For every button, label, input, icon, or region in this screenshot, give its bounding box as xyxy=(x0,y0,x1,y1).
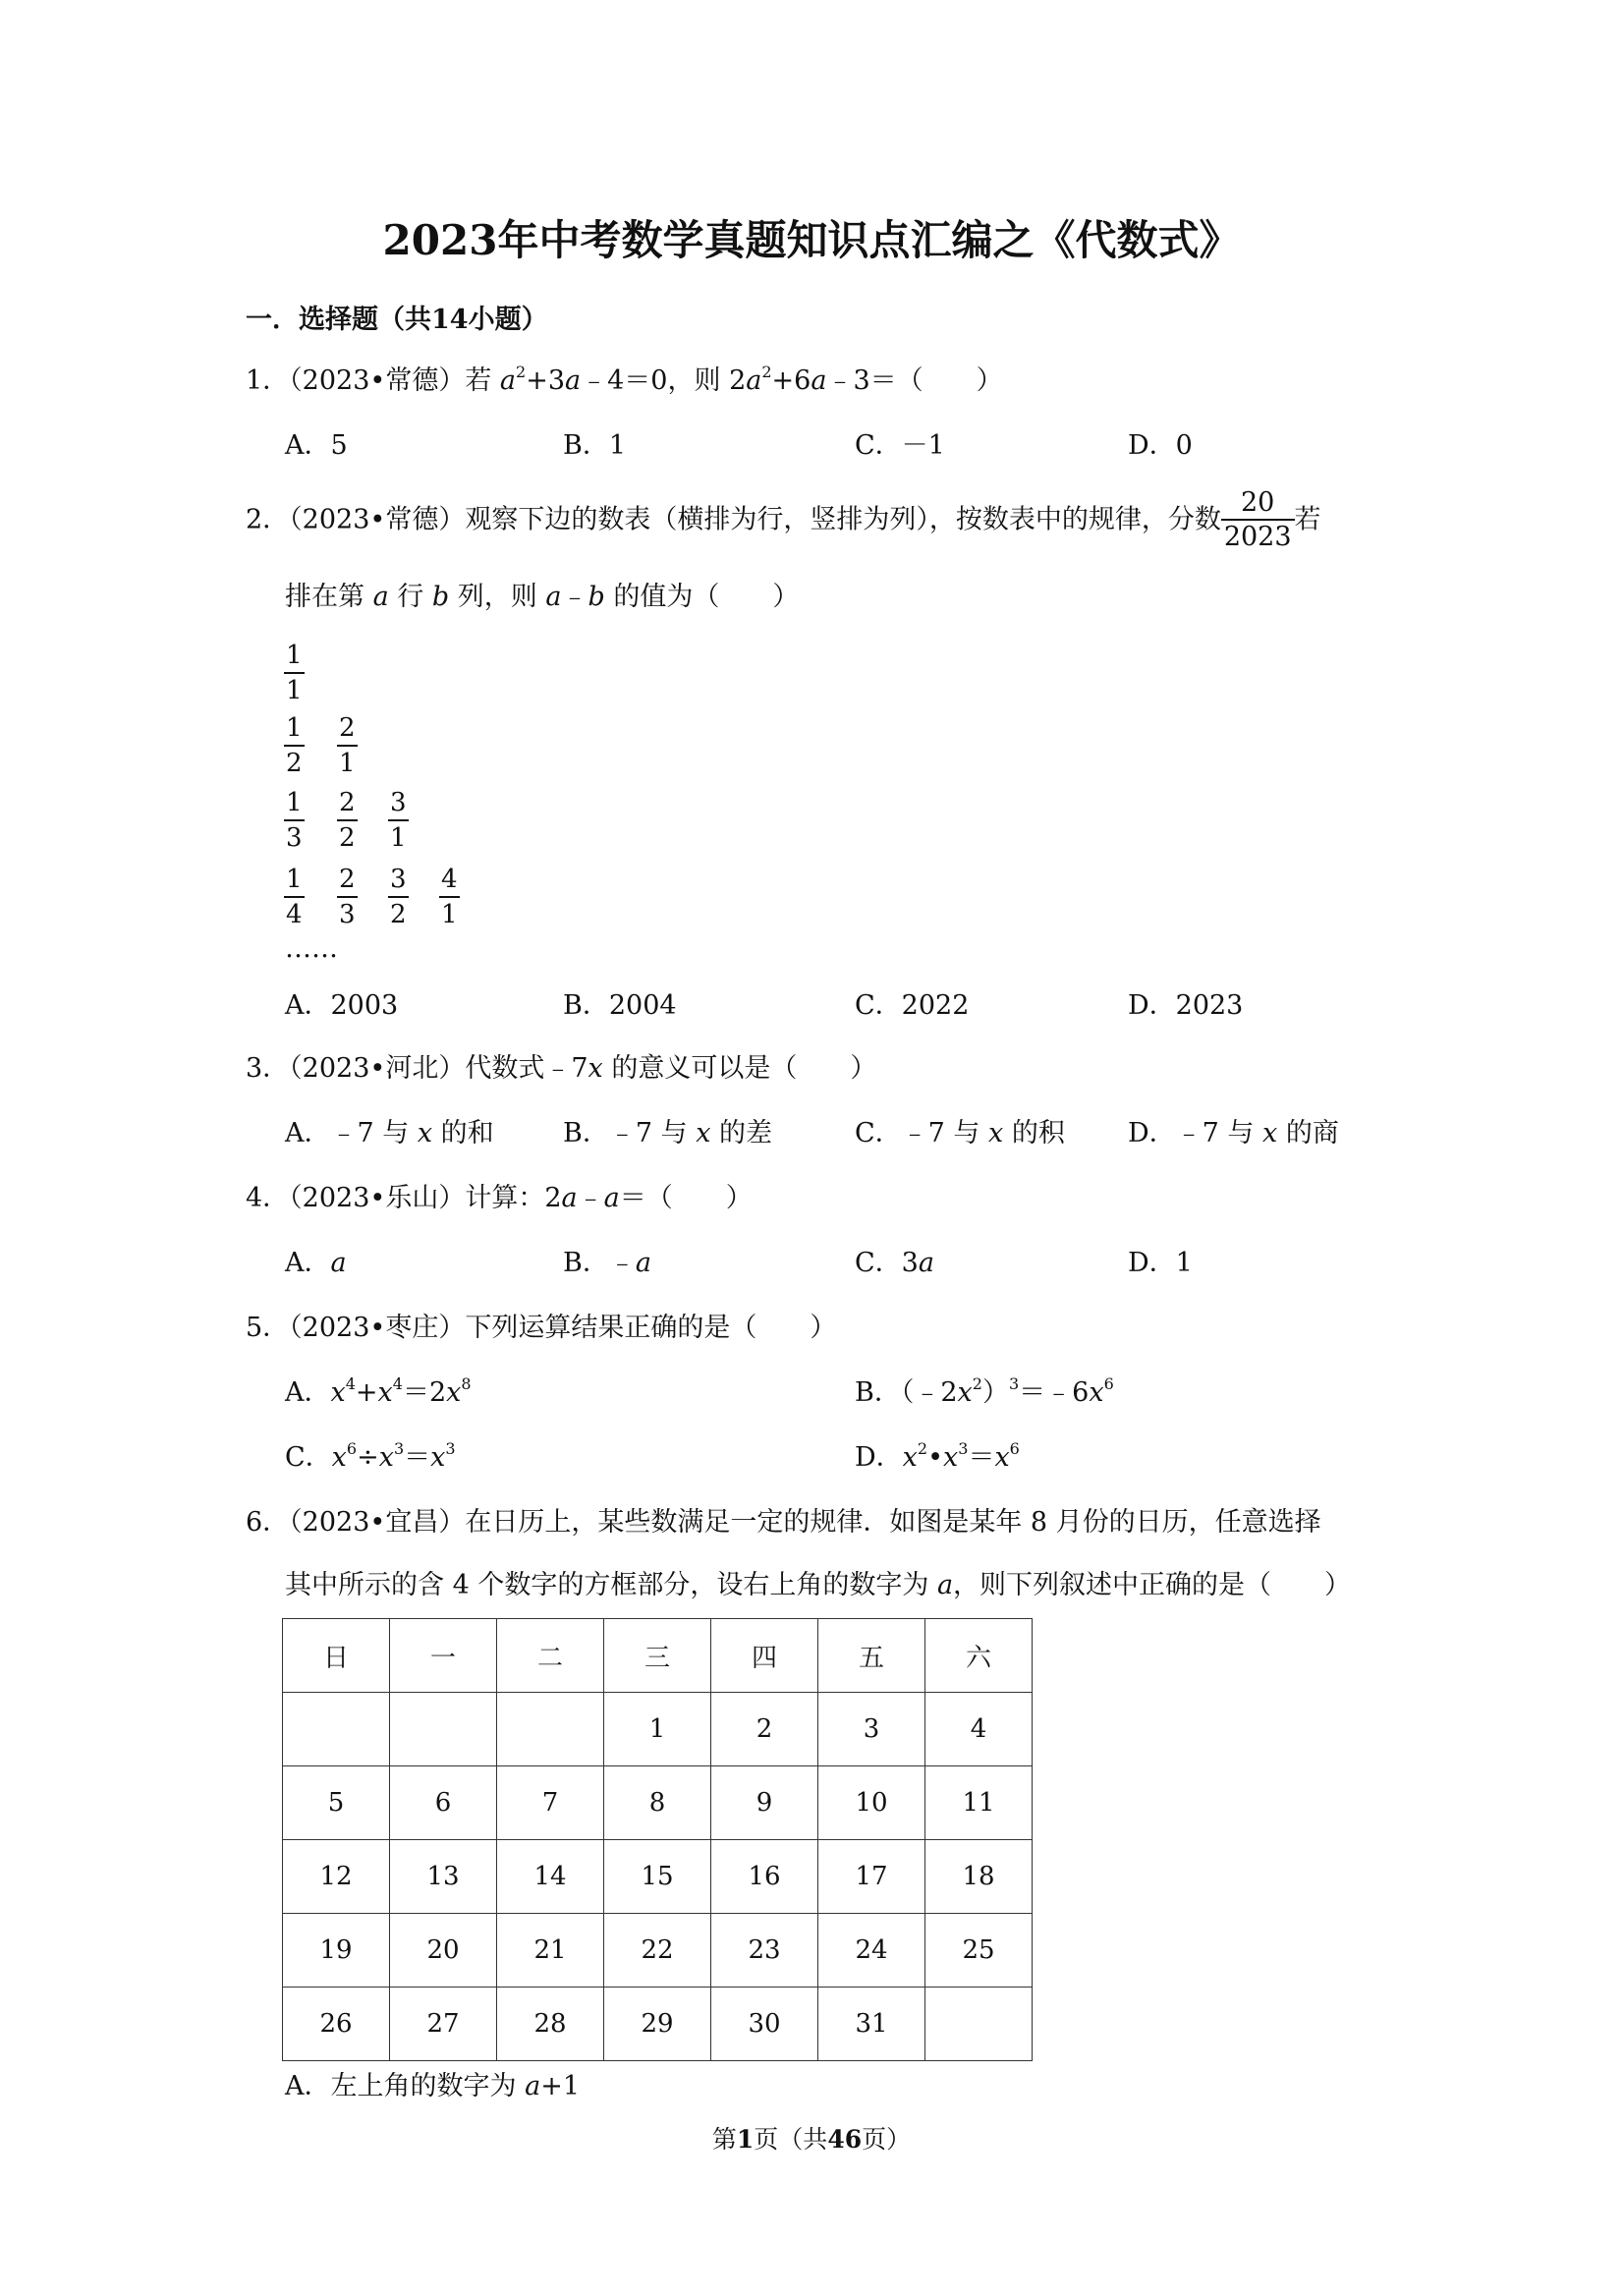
question-2-line-2: 排在第 a 行 b 列，则 a﹣b 的值为（ ） xyxy=(285,582,800,612)
calendar-header-row xyxy=(283,1619,1033,1693)
calendar-cell: 18 xyxy=(925,1840,1033,1914)
q2-option-c: C．2022 xyxy=(855,990,970,1021)
q5-option-b: B．$(﹣2x^2)^3=﹣6x^6$ xyxy=(855,1374,1114,1408)
calendar-header-cell: 四 xyxy=(711,1619,818,1693)
q4-option-d: D．1 xyxy=(1128,1248,1193,1278)
question-3: 3．（2023•河北）代数式﹣7x 的意义可以是（ ） xyxy=(246,1053,877,1084)
calendar-row xyxy=(283,1766,1033,1840)
calendar-cell: 3 xyxy=(818,1693,925,1766)
calendar-cell: 26 xyxy=(283,1988,390,2061)
question-1: 1．（2023•常德）若 $a^2+3a﹣4=0$，则 $2a^2+6a﹣3=$（ ） xyxy=(246,363,1003,396)
calendar-cell: 5 xyxy=(283,1766,390,1840)
calendar-cell xyxy=(925,1988,1033,2061)
question-5: 5．（2023•枣庄）下列运算结果正确的是（ ） xyxy=(246,1313,837,1343)
calendar-cell: 16 xyxy=(711,1840,818,1914)
calendar-cell: 14 xyxy=(497,1840,604,1914)
q5-option-a: A．$x^4+x^4=2x^8$ xyxy=(285,1374,472,1408)
section-heading: 一．选择题（共14小题） xyxy=(246,305,548,335)
calendar-row xyxy=(283,1988,1033,2061)
calendar-row xyxy=(283,1840,1033,1914)
q3-option-a: A．﹣7 与 x 的和 xyxy=(285,1118,494,1148)
q4-option-a: A．a xyxy=(285,1248,347,1278)
calendar-cell: 22 xyxy=(604,1914,711,1988)
q1-option-b: B．1 xyxy=(563,430,627,461)
table-fraction: 1 3 xyxy=(286,788,303,853)
page-title: 2023年中考数学真题知识点汇编之《代数式》 xyxy=(382,216,1241,264)
calendar-cell xyxy=(497,1693,604,1766)
q5-option-d: D．$x^2•x^3=x^6$ xyxy=(855,1439,1020,1473)
calendar-cell: 7 xyxy=(497,1766,604,1840)
q2-fraction: $\frac{20}{2023}$ xyxy=(1221,489,1295,550)
calendar-header-cell: 一 xyxy=(390,1619,497,1693)
calendar-cell: 31 xyxy=(818,1988,925,2061)
calendar-header-cell: 五 xyxy=(818,1619,925,1693)
q2-option-d: D．2023 xyxy=(1128,990,1244,1021)
table-fraction: 3 2 xyxy=(390,865,407,929)
calendar-row xyxy=(283,1693,1033,1766)
table-ellipsis: …… xyxy=(285,933,338,964)
q6-option-a: A．左上角的数字为 a+1 xyxy=(285,2071,581,2101)
calendar-header-cell: 日 xyxy=(283,1619,390,1693)
calendar-cell: 25 xyxy=(925,1914,1033,1988)
calendar-cell: 30 xyxy=(711,1988,818,2061)
q3-option-c: C．﹣7 与 x 的积 xyxy=(855,1118,1065,1148)
calendar-cell: 28 xyxy=(497,1988,604,2061)
q4-option-c: C．3a xyxy=(855,1248,934,1278)
page-footer: 第1页（共46页） xyxy=(711,2125,912,2154)
q4-option-b: B．﹣a xyxy=(563,1248,651,1278)
calendar-cell: 15 xyxy=(604,1840,711,1914)
calendar-cell xyxy=(283,1693,390,1766)
calendar-cell: 6 xyxy=(390,1766,497,1840)
question-6-line-1: 6．（2023•宜昌）在日历上，某些数满足一定的规律．如图是某年 8 月份的日历，任意选择 xyxy=(246,1507,1321,1538)
table-fraction: 2 3 xyxy=(339,865,356,929)
calendar-header-cell: 二 xyxy=(497,1619,604,1693)
calendar-cell xyxy=(390,1693,497,1766)
calendar-header-cell: 三 xyxy=(604,1619,711,1693)
calendar-cell: 9 xyxy=(711,1766,818,1840)
calendar-row xyxy=(283,1914,1033,1988)
calendar-cell: 10 xyxy=(818,1766,925,1840)
q3-option-d: D．﹣7 与 x 的商 xyxy=(1128,1118,1339,1148)
question-6-line-2: 其中所示的含 4 个数字的方框部分，设右上角的数字为 a，则下列叙述中正确的是（ ） xyxy=(285,1570,1352,1600)
calendar-cell: 21 xyxy=(497,1914,604,1988)
calendar-cell: 12 xyxy=(283,1840,390,1914)
calendar-cell: 17 xyxy=(818,1840,925,1914)
calendar-cell: 2 xyxy=(711,1693,818,1766)
table-fraction: 3 1 xyxy=(390,788,407,853)
calendar-cell: 27 xyxy=(390,1988,497,2061)
q2-option-a: A．2003 xyxy=(285,990,399,1021)
q2-option-b: B．2004 xyxy=(563,990,677,1021)
table-fraction: 2 1 xyxy=(339,713,356,778)
calendar-cell: 20 xyxy=(390,1914,497,1988)
table-fraction: 1 2 xyxy=(286,713,303,778)
calendar-header-cell: 六 xyxy=(925,1619,1033,1693)
table-fraction: 1 4 xyxy=(286,865,303,929)
calendar-cell: 23 xyxy=(711,1914,818,1988)
question-4: 4．（2023•乐山）计算：2a﹣a＝（ ） xyxy=(246,1183,753,1213)
question-2-line-1: 2．（2023•常德）观察下边的数表（横排为行，竖排为列），按数表中的规律，分数 $\frac{20}{2023}$ 若 xyxy=(246,487,1321,552)
q1-option-a: A．5 xyxy=(285,430,348,461)
calendar-cell: 19 xyxy=(283,1914,390,1988)
q1-option-d: D．0 xyxy=(1128,430,1193,461)
table-fraction: 4 1 xyxy=(441,865,458,929)
table-fraction: 1 1 xyxy=(286,641,303,705)
calendar-cell: 11 xyxy=(925,1766,1033,1840)
calendar-table xyxy=(282,1618,1033,2061)
calendar-cell: 8 xyxy=(604,1766,711,1840)
q1-option-c: C．－1 xyxy=(855,430,945,461)
calendar-cell: 1 xyxy=(604,1693,711,1766)
table-fraction: 2 2 xyxy=(339,788,356,853)
q5-option-c: C．$x^6\div x^3=x^3$ xyxy=(285,1439,456,1473)
calendar-cell: 29 xyxy=(604,1988,711,2061)
calendar-cell: 24 xyxy=(818,1914,925,1988)
calendar-cell: 4 xyxy=(925,1693,1033,1766)
calendar-cell: 13 xyxy=(390,1840,497,1914)
q3-option-b: B．﹣7 与 x 的差 xyxy=(563,1118,773,1148)
